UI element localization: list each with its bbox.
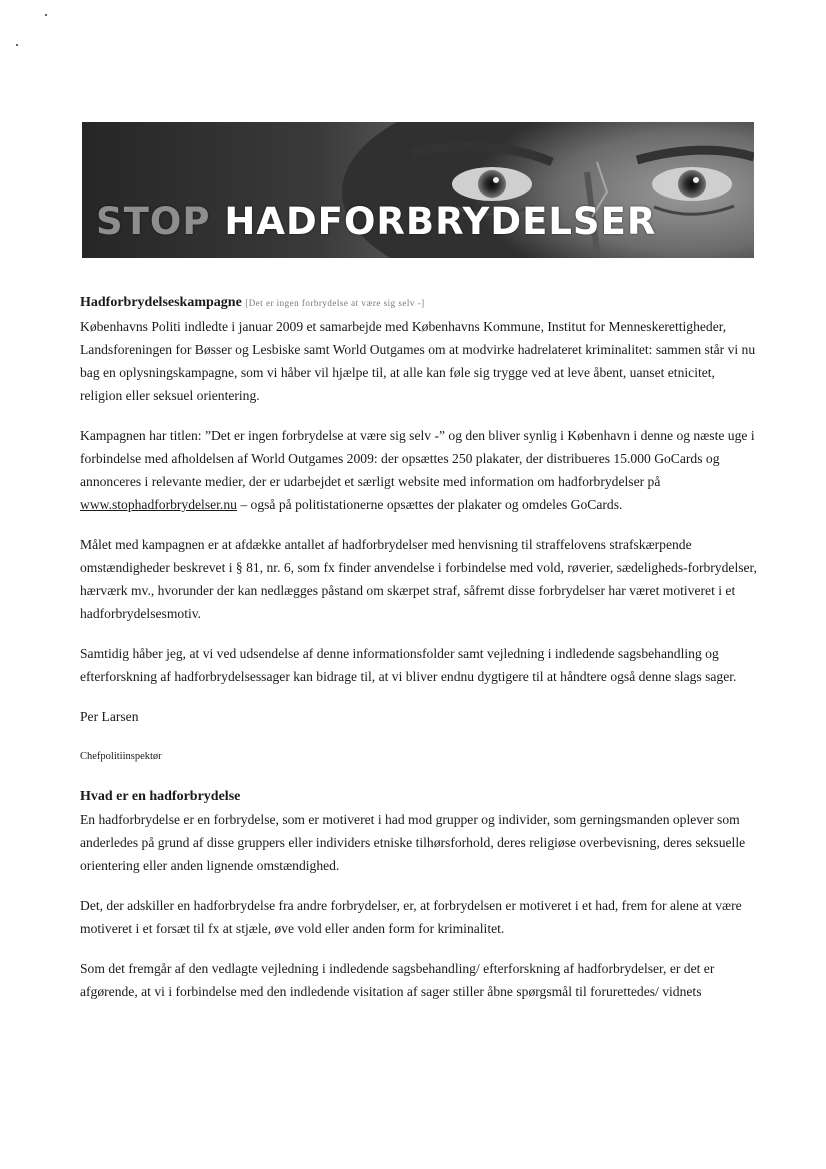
scan-speck <box>16 44 18 46</box>
section-paragraph-3: Som det fremgår af den vedlagte vejledning i indledende sagsbehandling/ efterforskning af hadforbrydelser, er det er afgørende, at vi i forbindelse med den indledende visitation af sager stiller åbne spørgsmål til forurettedes/ vidnets <box>80 961 715 999</box>
campaign-heading-line <box>80 290 760 315</box>
campaign-subtitle: [Det er ingen forbrydelse at være sig selv -] <box>245 298 425 308</box>
banner-stop-text: STOP <box>96 200 211 243</box>
campaign-paragraph-3: Målet med kampagnen er at afdække antallet af hadforbrydelser med henvisning til straffelovens strafskærpende omstændigheder beskrevet i § 81, nr. 6, som fx finder anvendelse i forbindelse med vold, røverier, sædeligheds-forbrydelser, hærværk mv., hvorunder der kan nedlægges påstand om skærpet straf, såfremt disse forbrydelser har været motiveret i et hadforbrydelsesmotiv. <box>80 537 757 621</box>
scan-speck <box>45 14 47 16</box>
signature-name: Per Larsen <box>80 709 139 724</box>
section-heading: Hvad er en hadforbrydelse <box>80 789 241 804</box>
section-paragraph-2: Det, der adskiller en hadforbrydelse fra andre forbrydelser, er, at forbrydelsen er motiveret i et had, frem for alene at være motiveret i et forsæt til fx at stjæle, øve vold eller anden form for kriminalitet. <box>80 898 742 936</box>
signature-title: Chefpolitiinspektør <box>80 751 162 762</box>
website-link[interactable]: www.stophadforbrydelser.nu <box>80 497 237 512</box>
campaign-paragraph-2-tail: – også på politistationerne opsættes der plakater og omdeles GoCards. <box>236 497 623 512</box>
letter-body <box>80 290 760 1020</box>
campaign-banner <box>82 122 754 258</box>
banner-title <box>96 200 656 243</box>
campaign-paragraph-1: Københavns Politi indledte i januar 2009 et samarbejde med Københavns Kommune, Institut for Menneskerettigheder, Landsforeningen for Bøsser og Lesbiske samt World Outgames om at modvirke hadrelateret kriminalitet: sammen står vi nu bag en oplysningskampagne, som vi håber vil hjælpe til, at alle kan føle sig trygge ved at leve åbent, uanset etnicitet, religion eller seksuel orientering. <box>80 319 756 403</box>
section-what-is-hate-crime <box>80 785 760 1003</box>
campaign-paragraph-2-text: Kampagnen har titlen: ”Det er ingen forbrydelse at være sig selv -” og den bliver synlig i København i denne og næste uge i forbindelse med afholdelsen af World Outgames 2009: der opsættes 250 plakater, der distribueres 15.000 GoCards og annonceres i relevante medier, der er udarbejdet et særligt website med information om hadforbrydelser på <box>80 428 755 489</box>
campaign-paragraph-4: Samtidig håber jeg, at vi ved udsendelse af denne informationsfolder samt vejledning i indledende sagsbehandling og efterforskning af hadforbrydelsessager kan bidrage til, at vi bliver endnu dygtigere til at håndtere også denne slags sager. <box>80 646 737 684</box>
banner-had-text: HADFORBRYDELSER <box>224 200 657 243</box>
campaign-heading: Hadforbrydelseskampagne <box>80 295 242 310</box>
campaign-paragraph-2 <box>80 424 760 516</box>
section-paragraph-1: En hadforbrydelse er en forbrydelse, som er motiveret i had mod grupper og individer, som gerningsmanden oplever som anderledes på grund af disse gruppers eller individers etniske tilhørsforhold, deres religiøse overbevisning, deres seksuelle orientering eller anden lignende omstændighed. <box>80 812 746 873</box>
